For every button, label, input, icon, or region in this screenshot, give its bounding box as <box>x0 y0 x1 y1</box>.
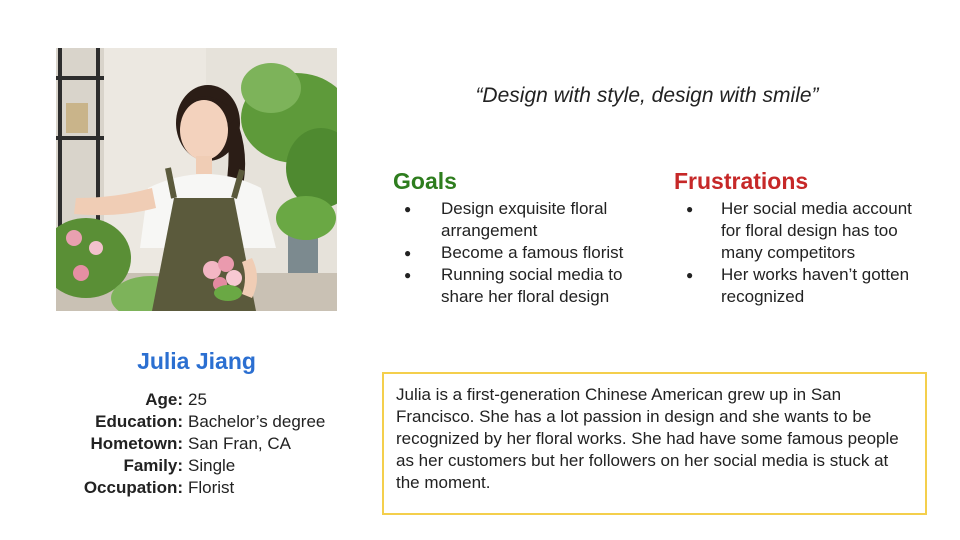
list-item: ● Design exquisite floral arrangement <box>393 198 643 242</box>
detail-value: Florist <box>188 478 235 497</box>
detail-label: Hometown: <box>90 434 183 453</box>
list-item: ● Become a famous florist <box>393 242 643 264</box>
detail-label: Education: <box>95 412 183 431</box>
detail-label: Occupation: <box>83 478 183 497</box>
persona-quote: “Design with style, design with smile” <box>475 84 819 107</box>
goals-heading: Goals <box>393 168 457 194</box>
frustrations-heading: Frustrations <box>674 168 809 194</box>
frustrations-section <box>674 167 914 308</box>
detail-value: Bachelor’s degree <box>188 412 326 431</box>
goals-list <box>393 198 643 308</box>
detail-row-hometown <box>40 433 360 455</box>
detail-label: Age: <box>145 390 183 409</box>
list-item: ● Running social media to share her floral design <box>393 264 643 308</box>
frustrations-list <box>674 198 914 308</box>
goals-section <box>393 167 643 308</box>
list-item: ● Her works haven’t gotten recognized <box>674 264 914 308</box>
list-item: ● Her social media account for floral design has too many competitors <box>674 198 914 264</box>
detail-value: 25 <box>188 390 207 409</box>
detail-row-occupation <box>40 477 360 499</box>
persona-details <box>40 389 360 499</box>
persona-photo <box>56 48 337 311</box>
detail-value: Single <box>188 456 236 475</box>
detail-value: San Fran, CA <box>188 434 291 453</box>
bio-box: Julia is a first-generation Chinese American grew up in San Francisco. She has a lot passion in design and she wants to be recognized by her floral works. She had have some famous people as her customers but her followers on her social media is stuck at the moment. <box>382 372 927 515</box>
detail-label: Family: <box>123 456 183 475</box>
detail-row-age <box>40 389 360 411</box>
persona-name: Julia Jiang <box>137 348 256 374</box>
detail-row-education <box>40 411 360 433</box>
detail-row-family <box>40 455 360 477</box>
